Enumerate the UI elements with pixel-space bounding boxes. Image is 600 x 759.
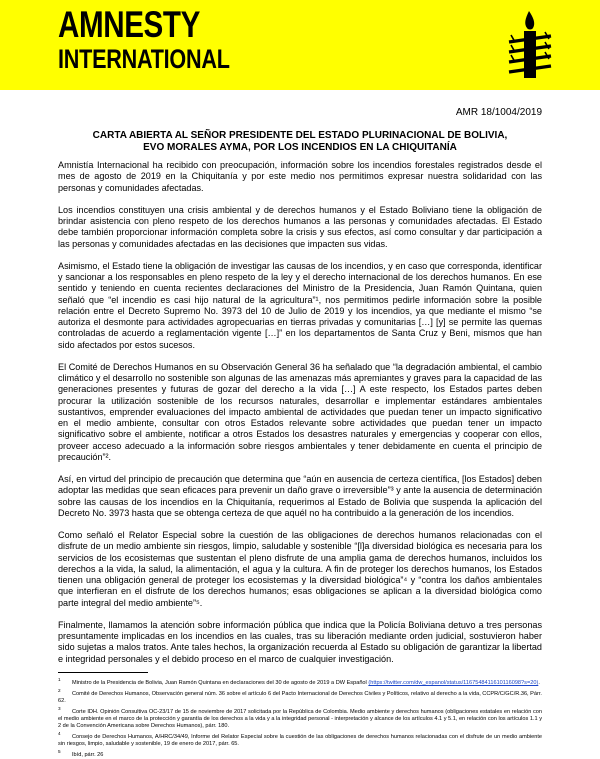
paragraph: El Comité de Derechos Humanos en su Observación General 36 ha señalado que “la degradación ambiental, el cambio climático y el desarrollo no sostenible son algunas de las amenazas más apremiantes y graves para la capacidad de las generaciones presentes y futuras de gozar del derecho a la vida […] A este respecto, los Estados partes deben procurar la utilización sostenible de los recursos naturales, desarrollar e implementar estándares ambientales sustantivos, emprender evaluaciones del impacto ambiental de actividades que puedan tener un impacto significativo en el medio ambiente, consultar con otros Estados relevante sobre actividades que puedan tener un impacto significativo sobre el ambiente, notificar a otros Estados los desastres naturales y emergencias y cooperar con ellos, proveer acceso adecuado a la información sobre riesgos ambientales y tener debidamente en cuenta el principio de precaución”². <box>58 361 542 462</box>
footnote-text-end: . <box>538 679 540 686</box>
footnote-number: 5 <box>58 749 61 755</box>
footnote-text: Consejo de Derechos Humanos, A/HRC/34/49, Informe del Relator Especial sobre la cuestión de las obligaciones de derechos humanos relacionadas con el disfrute de un medio ambiente sin riesgos, limpio, saludable y sostenible, 19 de enero de 2017, párr. 65. <box>58 734 542 748</box>
paragraph: Como señaló el Relator Especial sobre la cuestión de las obligaciones de derechos humanos relacionadas con el disfrute de un medio ambiente sin riesgos, limpio, saludable y sostenible “[l]a diversidad biológica es necesaria para los servicios de los ecosistemas que sustentan el pleno disfrute de una amplia gama de derechos humanos, incluidos los derechos a la vida, la salud, la alimentación, el agua y la cultura. A fin de proteger los derechos humanos, los Estados tienen una obligación general de proteger los ecosistemas y la diversidad biológica”⁴ y “contra los daños ambientales que interfieran en el disfrute de los derechos humanos; esas obligaciones se aplican a la diversidad biológica como parte integral del medio ambiente”⁵. <box>58 530 542 608</box>
document-title <box>58 130 542 154</box>
footnote-text: Ministro de la Presidencia de Bolivia, Juan Ramón Quintana en declaraciones del 30 de agosto de 2019 a DW Español <box>72 679 367 686</box>
footnote-number: 4 <box>58 731 61 737</box>
logo-line2: INTERNATIONAL <box>58 44 230 74</box>
footnote-separator <box>58 672 148 673</box>
letter-body <box>58 160 542 676</box>
footnote-text: Corte IDH. Opinión Consultiva OC-23/17 de 15 de noviembre de 2017 solicitada por la República de Colombia. Medio ambiente y derechos humanos (obligaciones estatales en relación con el medio ambiente en el marco de la protección y garantía de los derechos a la vida y a la integridad personal - interpretación y alcance de los artículos 4.1 y 5.1, en relación con los artículos 1.1 y 2 de la Convención Americana sobre Derechos Humanos), párr. 180. <box>58 708 542 730</box>
logo-line1: AMNESTY <box>58 4 200 45</box>
footnote <box>58 676 542 687</box>
footnote <box>58 730 542 748</box>
footnote-number: 3 <box>58 706 61 711</box>
footnotes <box>58 676 542 759</box>
paragraph: Asimismo, el Estado tiene la obligación de investigar las causas de los incendios, y en caso que corresponda, identificar y sancionar a los responsables en pleno respeto de la ley y el derecho internacional de los derechos humanos. En ese sentido y teniendo en cuenta recientes declaraciones del Ministro de la Presidencia, Juan Ramón Quintana, quien señaló que “el incendio es casi hijo natural de la agricultura”¹, nos permitimos pedirle información sobre la posible relación entre el Decreto Supremo No. 3973 del 10 de Julio de 2019 y los incendios, ya que mediante el mismo “se autoriza el desmonte para actividades agropecuarias en tierras privadas y comunitarias […] [y] se permite las quemas controladas de acuerdo a reglamentación vigente […]” en los departamentos de Santa Cruz y Beni, mismos que han sido afectados por estos sucesos. <box>58 260 542 350</box>
paragraph: Así, en virtud del principio de precaución que determina que “aún en ausencia de certeza científica, [los Estados] deben adoptar las medidas que sean eficaces para prevenir un daño grave o irreversible”³ y ante la ausencia de determinación sobre las causas de los incendios en la Chiquitanía, requerimos al Estado de Bolivia que suspenda la aplicación del Decreto No. 3973 hasta que se obtenga certeza de que aquél no ha contribuido a la generación de los incendios. <box>58 474 542 518</box>
document-reference: AMR 18/1004/2019 <box>455 107 542 118</box>
title-line2: EVO MORALES AYMA, POR LOS INCENDIOS EN LA CHIQUITANÍA <box>143 142 457 153</box>
footnote <box>58 687 542 705</box>
footnote <box>58 705 542 730</box>
footnote-link[interactable]: (https://twitter.com/dw_espanol/status/1167548411610116098?s=20) <box>368 679 539 686</box>
footnote-number: 1 <box>58 677 61 682</box>
header-banner <box>0 0 600 90</box>
footnote-text: Ibíd, párr. 26 <box>72 752 104 759</box>
footnote-text: Comité de Derechos Humanos, Observación general núm. 36 sobre el artículo 6 del Pacto Internacional de Derechos Civiles y Políticos, relativo al derecho a la vida, CCPR/C/GC/R.36, Párr. 62. <box>58 690 542 704</box>
paragraph: Amnistía Internacional ha recibido con preocupación, información sobre los incendios forestales registrados desde el mes de agosto de 2019 en la Chiquitanía y por este medio nos permitimos expresar nuestra solidaridad con las personas y comunidades afectadas. <box>58 160 542 193</box>
candle-barbed-wire-icon <box>505 8 555 82</box>
paragraph: Los incendios constituyen una crisis ambiental y de derechos humanos y el Estado Boliviano tiene la obligación de brindar asistencia con pleno respeto de los derechos humanos a las personas y comunidades afectadas. El Estado debe también proporcionar información completa sobre la crisis y sus efectos, así como consultar y dar participación a las personas y comunidades afectadas en las decisiones que impacten sus vidas. <box>58 204 542 249</box>
title-line1: CARTA ABIERTA AL SEÑOR PRESIDENTE DEL ESTADO PLURINACIONAL DE BOLIVIA, <box>92 130 508 141</box>
footnote-number: 2 <box>58 687 61 693</box>
paragraph: Finalmente, llamamos la atención sobre información pública que indica que la Policía Boliviana detuvo a tres personas presuntamente implicadas en los incendios en las cuales, tras su liberación mediante orden judicial, sostuvieron haber sido sujetas a malos tratos. Ante tales hechos, la organización recuerda al Estado su obligación de garantizar la libertad e integridad personales y el debido proceso en el marco de cualquier investigación. <box>58 619 542 664</box>
